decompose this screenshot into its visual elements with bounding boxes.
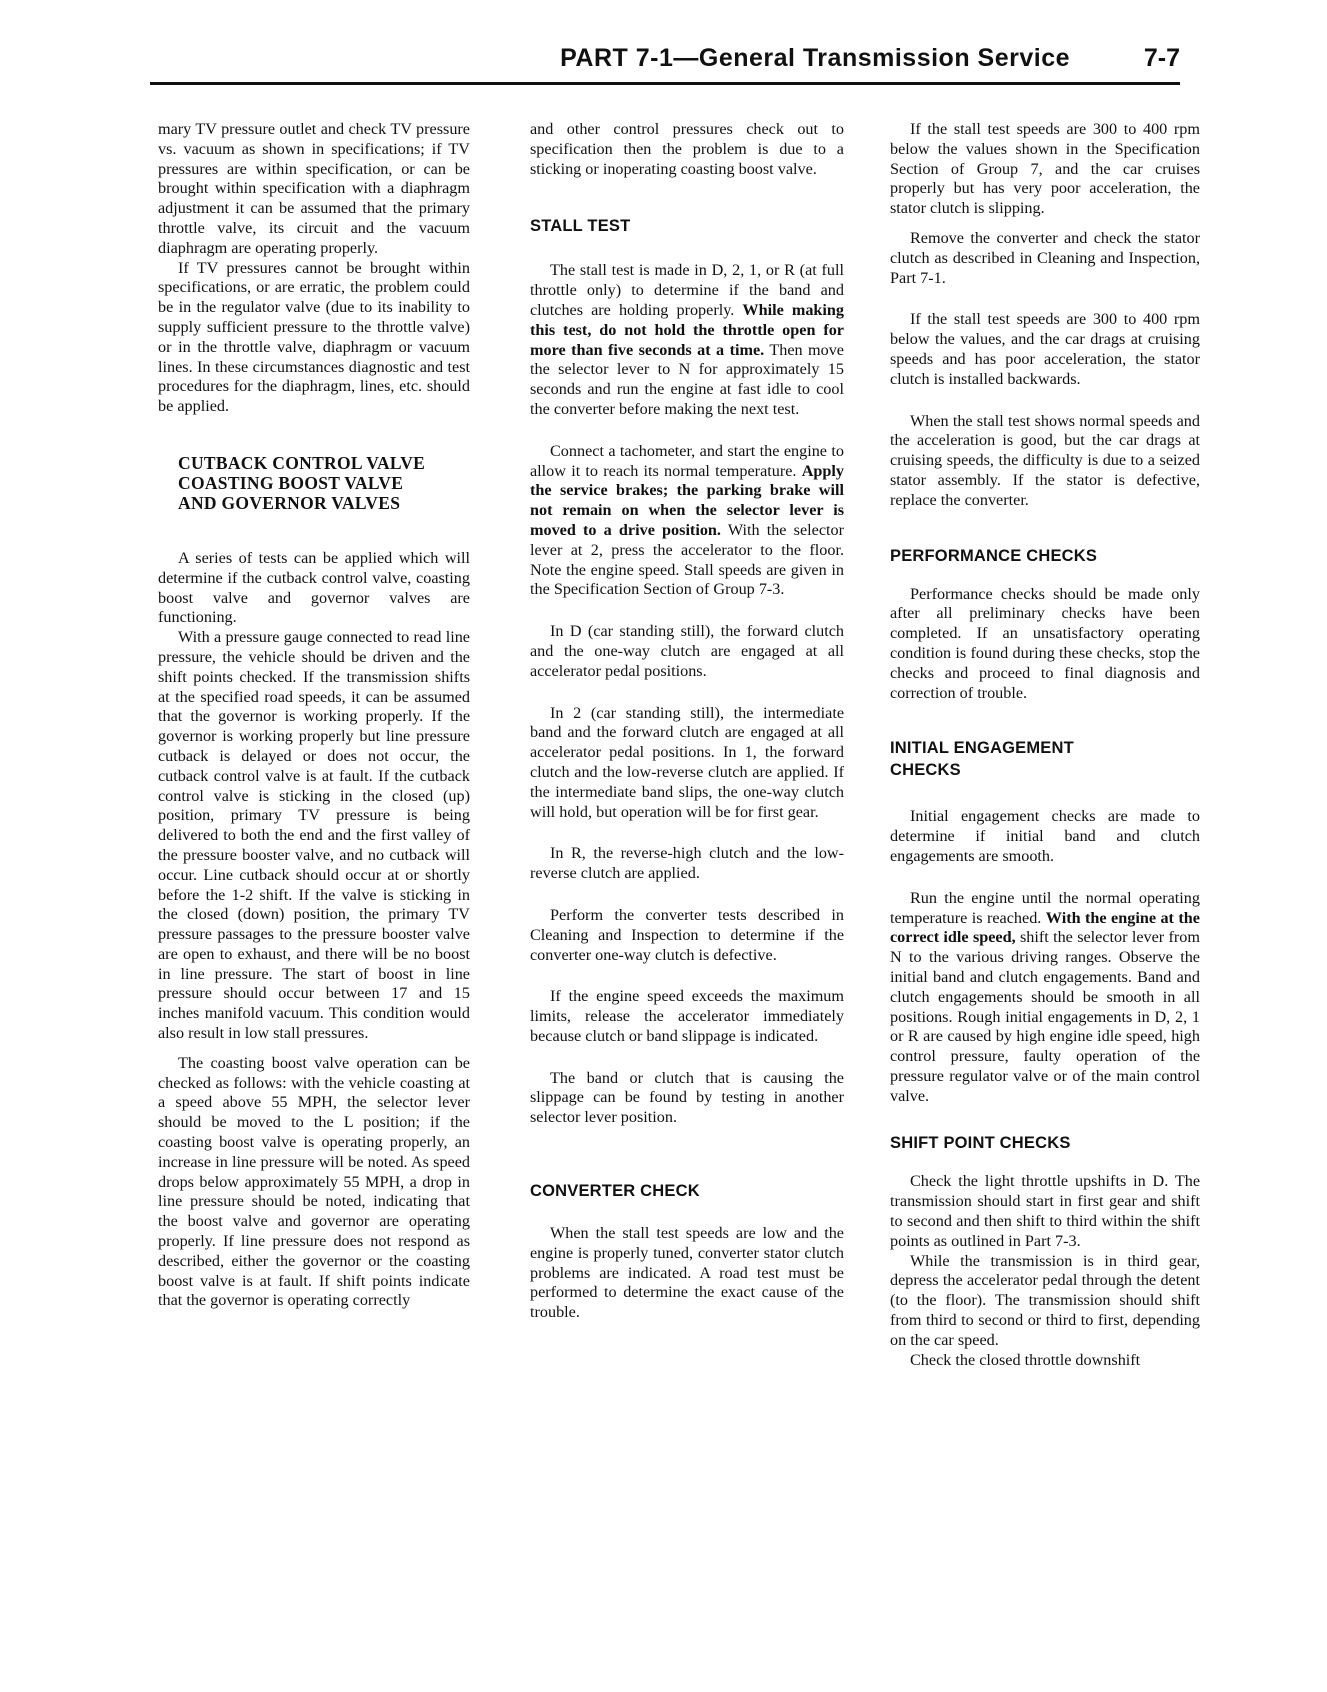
paragraph: With a pressure gauge connected to read line pressure, the vehicle should be driven and the shift points checked. If the transmission shifts at the specified road speeds, it can be assumed that the governor is working properly. If the governor is working properly but line pressure cutback is delayed or does not occur, the cutback control valve is at fault. If the cutback control valve is sticking in the closed (up) position, primary TV pressure is being delivered to both the end and the first valley of the pressure booster valve, and no cutback will occur. Line cutback should occur at or shortly before the 1-2 shift. If the valve is sticking in the closed (down) position, the primary TV pressure passages to the pressure booster valve are open to exhaust, and there will be no boost in line pressure. The start of boost in line pressure should occur between 17 and 15 inches manifold vacuum. This condition would also result in low stall pressures. (158, 628, 470, 1043)
heading-line: COASTING BOOST VALVE (178, 472, 404, 493)
paragraph-stall-test (530, 261, 844, 419)
paragraph: If the engine speed exceeds the maximum limits, release the accelerator immediately because clutch or band slippage is indicated. (530, 987, 844, 1045)
heading-shift-point-checks: SHIFT POINT CHECKS (890, 1134, 1071, 1153)
text: Run the engine until the normal operating temperature is reached. (890, 888, 1200, 927)
paragraph: When the stall test shows normal speeds and the acceleration is good, but the car drags at cruising speeds, the difficulty is due to a seized stator assembly. If the stator is defective, replace the converter. (890, 411, 1200, 509)
paragraph: The coasting boost valve operation can be checked as follows: with the vehicle coasting at a speed above 55 MPH, the selector lever should be moved to the L position; if the coasting boost valve is operating properly, an increase in line pressure will be noted. As speed drops below approximately 55 MPH, a drop in line pressure should be noted, indicating that the boost valve and governor are operating properly. If line pressure does not respond as described, either the governor or the coasting boost valve is at fault. If shift points indicate that the governor is operating correctly (158, 1053, 470, 1310)
paragraph: Initial engagement checks are made to determine if initial band and clutch engagements are smooth. (890, 807, 1200, 865)
paragraph: In 2 (car standing still), the intermediate band and the forward clutch are engaged at all accelerator pedal positions. In 1, the forward clutch and the low-reverse clutch are applied. If the intermediate band slips, the one-way clutch will hold, but operation will be for first gear. (530, 703, 844, 821)
column-2 (530, 120, 844, 1323)
page-number: 7-7 (1143, 44, 1180, 72)
paragraph: In D (car standing still), the forward clutch and the one-way clutch are engaged at all accelerator pedal positions. (530, 622, 844, 680)
text: Connect a tachometer, and start the engine to allow it to reach its normal temperature. (530, 441, 844, 480)
heading-stall-test: STALL TEST (530, 217, 631, 236)
warning-text: While making this test, do not hold the throttle open for more than five seconds at a time. (530, 300, 845, 359)
paragraph: While the transmission is in third gear, depress the accelerator pedal through the detent (to the floor). The transmission should shift from third to second or third to first, depending on the car speed. (890, 1251, 1200, 1349)
paragraph: and other control pressures check out to specification then the problem is due to a sticking or inoperating coasting boost valve. (530, 120, 844, 178)
paragraph: A series of tests can be applied which will determine if the cutback control valve, coasting boost valve and governor valves are functioning. (158, 548, 470, 627)
section-heading-cutback (158, 453, 470, 513)
emphasis-text: With the engine at the correct idle speed, (890, 908, 1200, 947)
paragraph: When the stall test speeds are low and the engine is properly tuned, converter stator clutch problems are indicated. A road test must be performed to determine the exact cause of the trouble. (530, 1224, 844, 1322)
paragraph: Check the closed throttle downshift (910, 1350, 1141, 1369)
text: With the selector lever at 2, press the accelerator to the floor. Note the engine speed. Stall speeds are given in the Specification Section of Group 7-3. (530, 520, 844, 599)
paragraph: mary TV pressure outlet and check TV pressure vs. vacuum as shown in specifications; if TV pressures are within specification, or can be brought within specification with a diaphragm adjustment it can be assumed that the primary throttle valve, its circuit and the vacuum diaphragm are operating properly. (158, 120, 470, 257)
paragraph: Perform the converter tests described in Cleaning and Inspection to determine if the converter one-way clutch is defective. (530, 905, 844, 964)
paragraph: If TV pressures cannot be brought within specifications, or are erratic, the problem could be in the regulator valve (due to its inability to supply sufficient pressure to the throttle valve) or in the throttle valve, diaphragm or vacuum lines. In these circumstances diagnostic and test procedures for the diaphragm, lines, etc. should be applied. (158, 258, 470, 416)
page-header (150, 44, 1180, 84)
column-3 (890, 120, 1200, 1370)
paragraph: If the stall test speeds are 300 to 400 rpm below the values, and the car drags at cruising speeds and has poor acceleration, the stator clutch is installed backwards. (890, 310, 1200, 388)
paragraph: Remove the converter and check the stator clutch as described in Cleaning and Inspection, Part 7-1. (890, 228, 1200, 287)
warning-text: Apply the service brakes; the parking brake will not remain on when the selector lever is moved to a drive position. (530, 461, 844, 539)
paragraph: The band or clutch that is causing the slippage can be found by testing in another selector lever position. (530, 1068, 844, 1127)
text: Then move the selector lever to N for approximately 15 seconds and run the engine at fast idle to cool the converter before making the next test. (530, 340, 844, 418)
heading-line: AND GOVERNOR VALVES (178, 492, 401, 513)
heading-line: CUTBACK CONTROL VALVE (178, 452, 426, 473)
text: The stall test is made in D, 2, 1, or R (at full throttle only) to determine if the band and clutches are holding properly. (530, 261, 844, 319)
paragraph-tachometer (530, 442, 844, 600)
paragraph: Performance checks should be made only after all preliminary checks have been completed. If an unsatisfactory operating condition is found during these checks, stop the checks and proceed to final diagnosis and correction of trouble. (890, 584, 1200, 702)
heading-converter-check: CONVERTER CHECK (530, 1182, 700, 1201)
heading-line: CHECKS (890, 761, 961, 780)
heading-initial-engagement (890, 737, 1200, 781)
part-title: PART 7-1—General Transmission Service (560, 44, 1070, 72)
paragraph: In R, the reverse-high clutch and the low-reverse clutch are applied. (530, 844, 844, 883)
paragraph: If the stall test speeds are 300 to 400 rpm below the values shown in the Specification Section of Group 7, and the car cruises properly but has very poor acceleration, the stator clutch is slipping. (890, 120, 1200, 218)
header-rule (150, 82, 1180, 85)
column-1 (158, 120, 470, 1311)
heading-performance-checks: PERFORMANCE CHECKS (890, 546, 1098, 565)
paragraph: Check the light throttle upshifts in D. The transmission should start in first gear and shift to second and then shift to third within the shift points as outlined in Part 7-3. (890, 1172, 1200, 1250)
text: shift the selector lever from N to the various driving ranges. Observe the initial band and clutch engagements. Band and clutch engagements should be smooth in all positions. Rough initial engagements in D, 2, 1 or R are caused by high engine idle speed, high control pressure, faulty operation of the pressure regulator valve or of the main control valve. (890, 928, 1200, 1105)
heading-line: INITIAL ENGAGEMENT (890, 739, 1074, 758)
paragraph-initial-engagement (890, 889, 1200, 1107)
